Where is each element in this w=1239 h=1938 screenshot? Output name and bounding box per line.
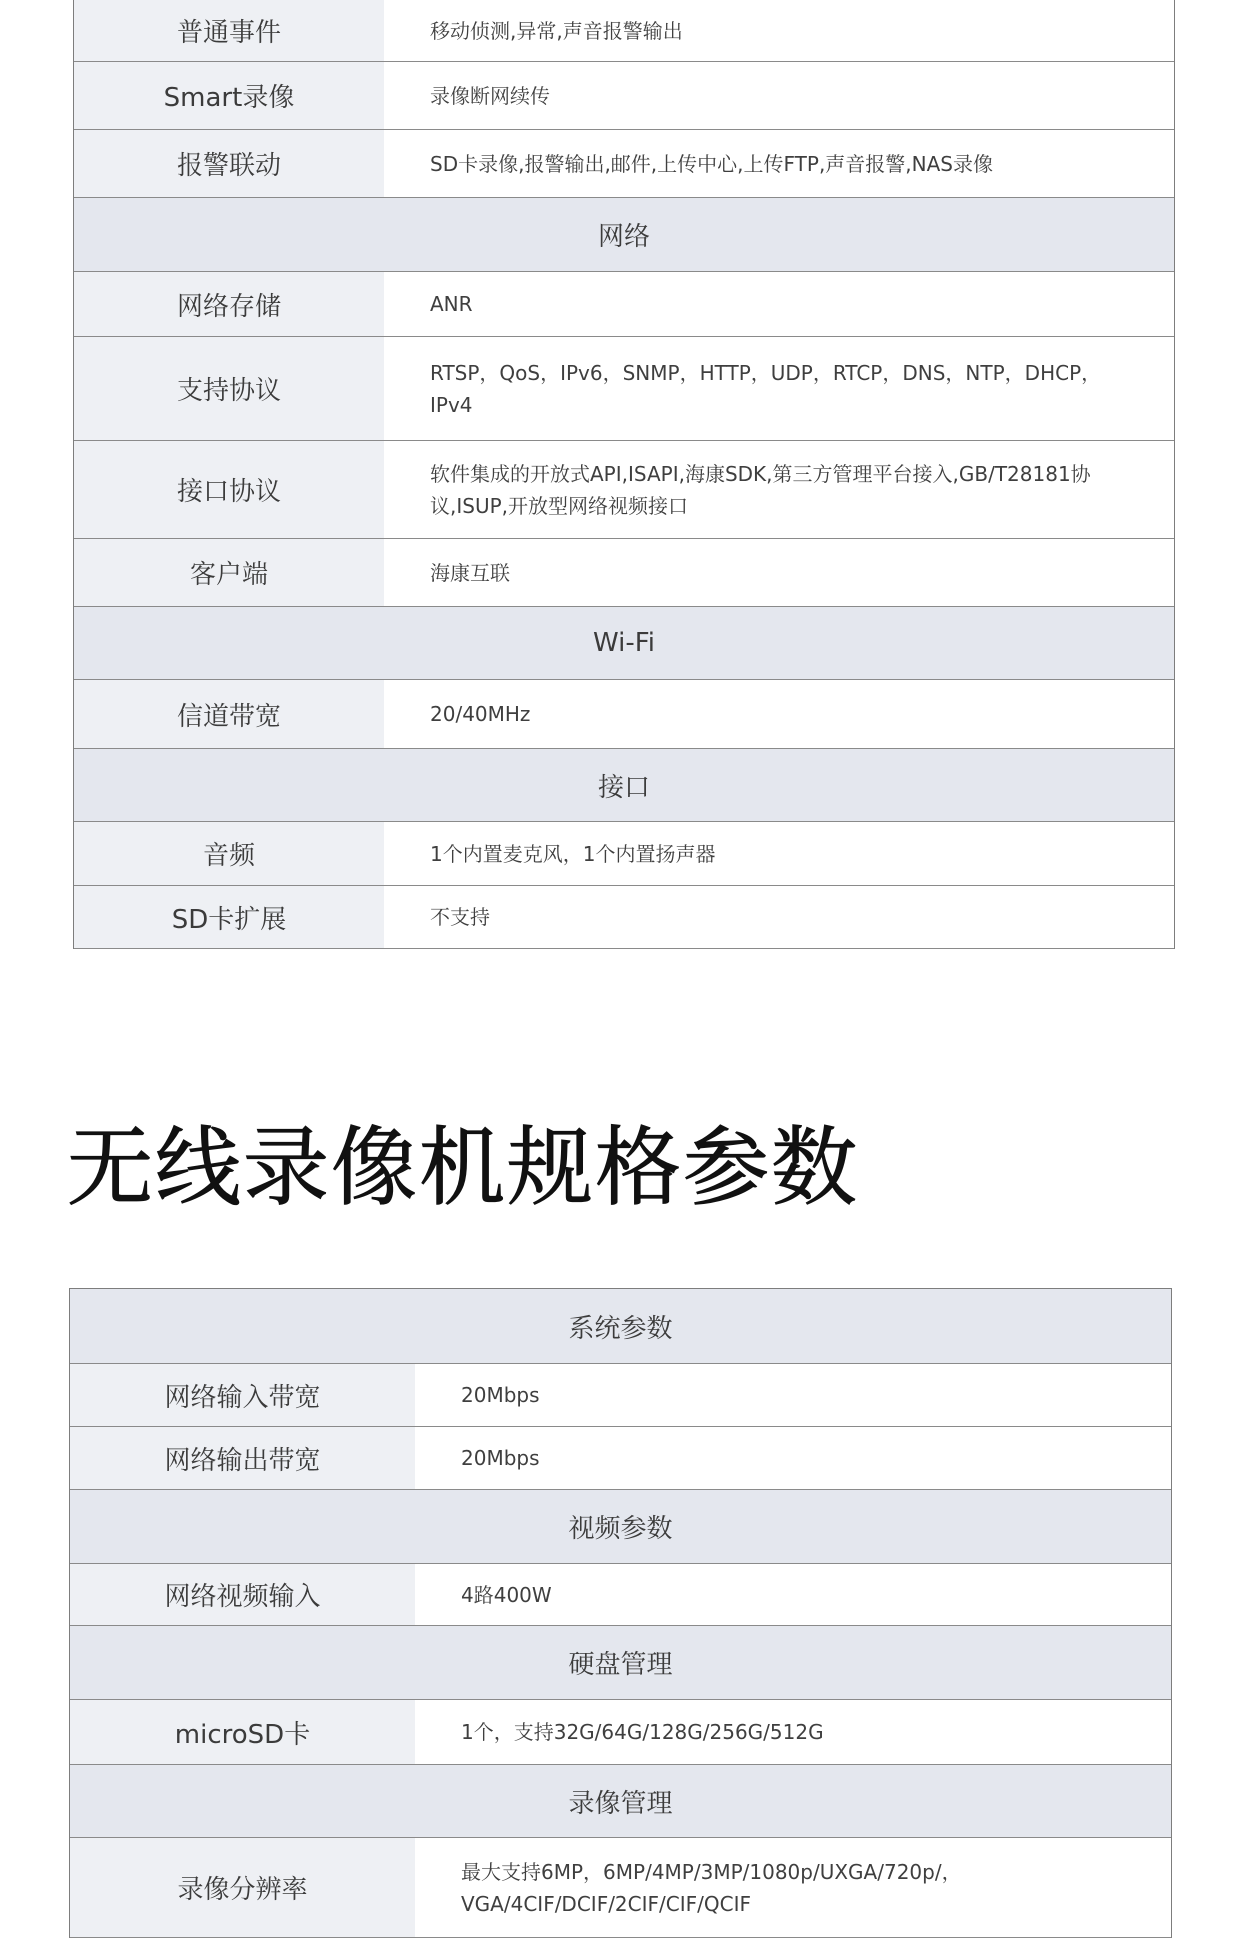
table-row xyxy=(70,1364,1171,1427)
row-label: 音频 xyxy=(74,822,384,885)
row-label: 支持协议 xyxy=(74,337,384,440)
row-label: 普通事件 xyxy=(74,0,384,61)
row-value: 1个内置麦克风，1个内置扬声器 xyxy=(430,841,716,866)
row-label: 录像分辨率 xyxy=(70,1838,415,1937)
section-header-interface: 接口 xyxy=(74,749,1174,822)
row-value: 20Mbps xyxy=(461,1446,540,1470)
row-value: ANR xyxy=(430,292,473,316)
row-label: SD卡扩展 xyxy=(74,886,384,948)
table-row xyxy=(74,272,1174,337)
row-value: 录像断网续传 xyxy=(430,83,550,108)
row-label: Smart录像 xyxy=(74,62,384,129)
table-row xyxy=(74,539,1174,607)
spec-table-camera xyxy=(73,0,1175,949)
row-label: 接口协议 xyxy=(74,441,384,538)
table-row xyxy=(74,886,1174,949)
table-row xyxy=(74,0,1174,62)
row-value: 移动侦测,异常,声音报警输出 xyxy=(430,18,683,43)
row-label: 报警联动 xyxy=(74,130,384,197)
table-row xyxy=(70,1838,1171,1938)
spec-table-recorder xyxy=(69,1288,1172,1938)
row-value: 4路400W xyxy=(461,1582,552,1607)
row-label: 网络视频输入 xyxy=(70,1564,415,1625)
table-row xyxy=(74,680,1174,749)
section-header-record: 录像管理 xyxy=(70,1765,1171,1838)
section-header-disk: 硬盘管理 xyxy=(70,1626,1171,1700)
row-value: SD卡录像,报警输出,邮件,上传中心,上传FTP,声音报警,NAS录像 xyxy=(430,151,994,176)
table-row xyxy=(74,130,1174,198)
row-value: 20/40MHz xyxy=(430,702,531,726)
row-value: RTSP，QoS，IPv6，SNMP，HTTP，UDP，RTCP，DNS，NTP，DHCP，IPv4 xyxy=(430,360,1102,417)
page-title: 无线录像机规格参数 xyxy=(67,1118,859,1218)
row-label: 客户端 xyxy=(74,539,384,606)
table-row xyxy=(74,337,1174,441)
row-label: 网络输出带宽 xyxy=(70,1427,415,1489)
section-header-video: 视频参数 xyxy=(70,1490,1171,1564)
section-header-system: 系统参数 xyxy=(70,1289,1171,1364)
row-label: 网络存储 xyxy=(74,272,384,336)
table-row xyxy=(74,822,1174,886)
row-value: 20Mbps xyxy=(461,1383,540,1407)
row-label: microSD卡 xyxy=(70,1700,415,1764)
table-row xyxy=(70,1700,1171,1765)
table-row xyxy=(70,1427,1171,1490)
row-value: 最大支持6MP，6MP/4MP/3MP/1080p/UXGA/720p/，VGA/4CIF/DCIF/2CIF/CIF/QCIF xyxy=(461,1859,962,1916)
row-label: 信道带宽 xyxy=(74,680,384,748)
row-label: 网络输入带宽 xyxy=(70,1364,415,1426)
row-value: 软件集成的开放式API,ISAPI,海康SDK,第三方管理平台接入,GB/T28181协议,ISUP,开放型网络视频接口 xyxy=(430,461,1091,518)
row-value: 海康互联 xyxy=(430,560,510,585)
table-row xyxy=(70,1564,1171,1626)
table-row xyxy=(74,62,1174,130)
section-header-network: 网络 xyxy=(74,198,1174,272)
table-row xyxy=(74,441,1174,539)
row-value: 1个，支持32G/64G/128G/256G/512G xyxy=(461,1720,824,1744)
row-value: 不支持 xyxy=(430,905,490,929)
section-header-wifi: Wi-Fi xyxy=(74,607,1174,680)
